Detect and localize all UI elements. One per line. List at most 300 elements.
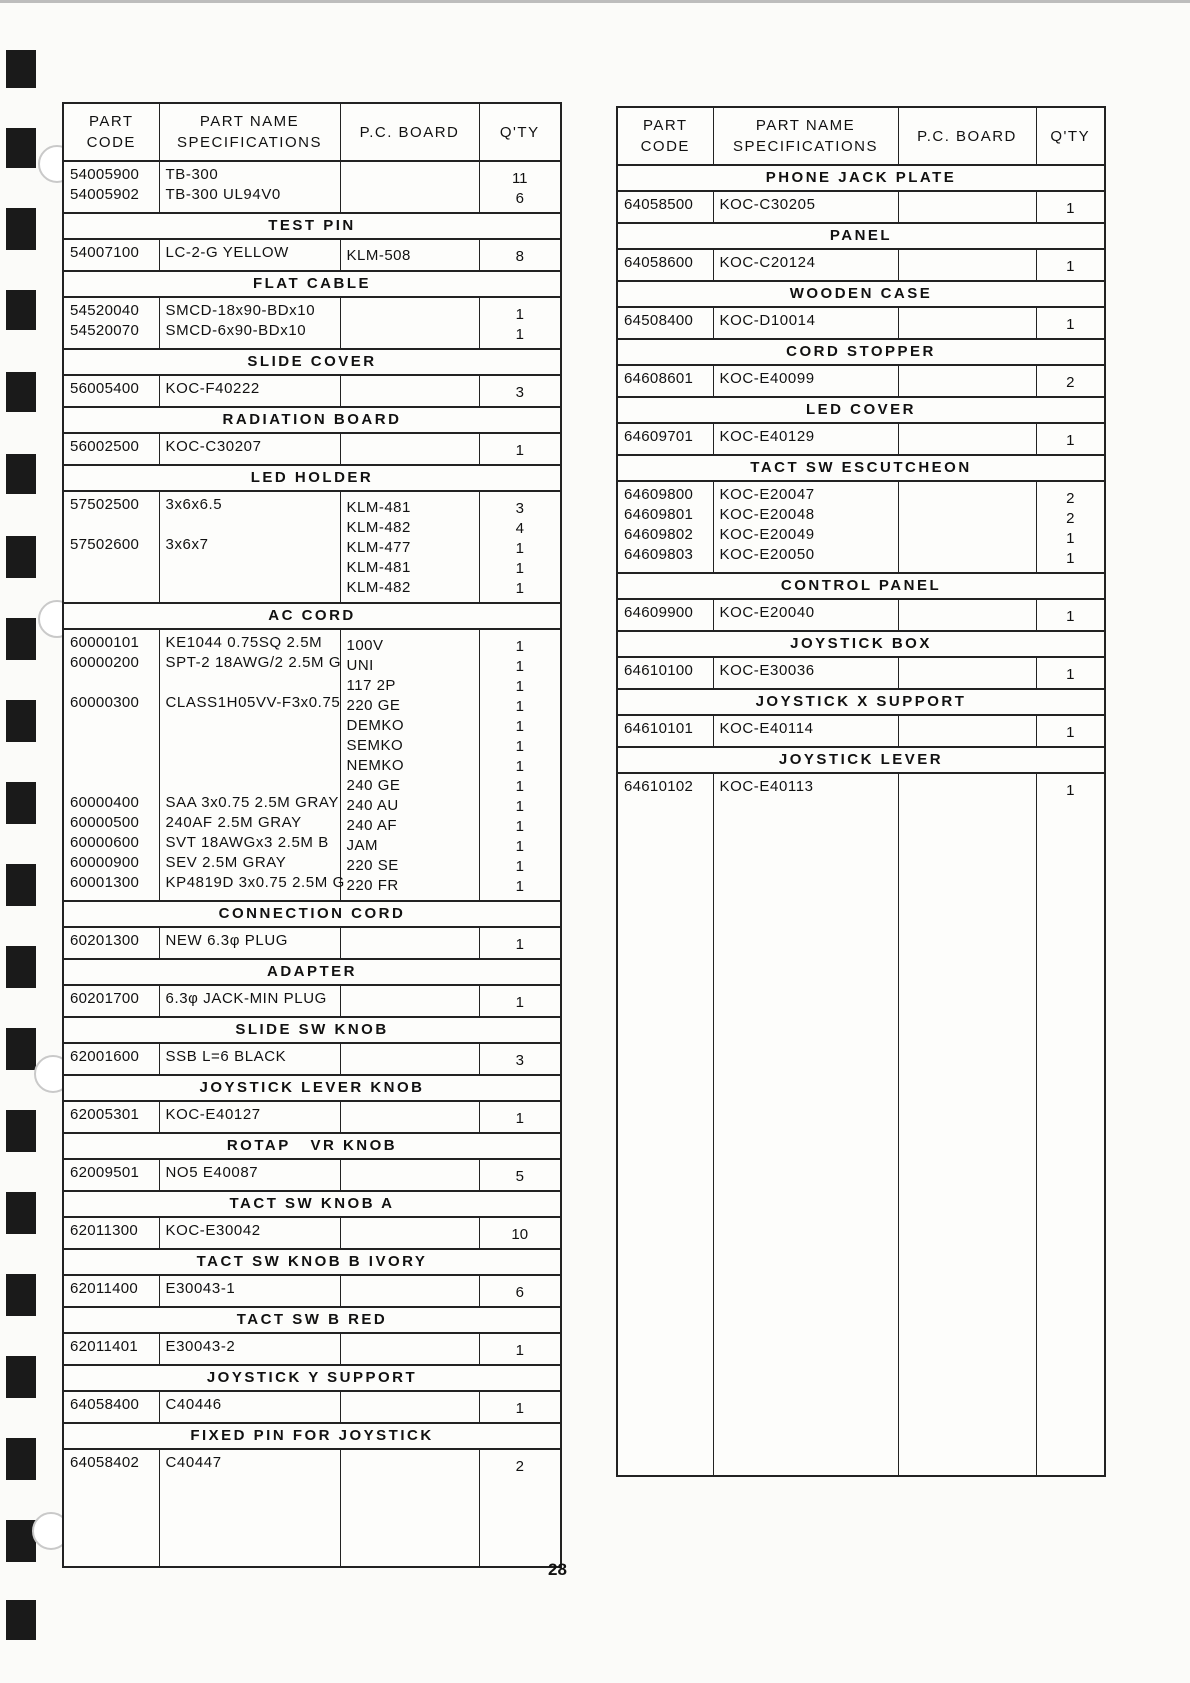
quantity-cell bbox=[1036, 773, 1105, 804]
part-code-cell bbox=[63, 297, 159, 349]
part-spec-cell bbox=[159, 1101, 340, 1133]
part-code: 64608601 bbox=[624, 370, 694, 387]
part-row bbox=[617, 249, 1105, 281]
part-code-cell bbox=[63, 629, 159, 901]
part-name-header bbox=[159, 103, 340, 161]
pc-board-cell bbox=[340, 239, 479, 271]
part-row bbox=[617, 365, 1105, 397]
part-code-cell bbox=[617, 249, 713, 281]
section-title: FIXED PIN FOR JOYSTICK bbox=[63, 1423, 561, 1449]
quantity: 2 bbox=[1066, 374, 1075, 391]
part-spec bbox=[166, 773, 334, 793]
part-code: 64610101 bbox=[624, 720, 694, 737]
pc-board-cell bbox=[340, 1043, 479, 1075]
quantity: 1 bbox=[515, 778, 524, 795]
pc-board-cell bbox=[898, 423, 1036, 455]
part-spec: SAA 3x0.75 2.5M GRAY bbox=[165, 794, 339, 811]
section-row bbox=[617, 281, 1105, 307]
part-spec bbox=[166, 713, 334, 733]
part-row bbox=[63, 927, 561, 959]
section-row bbox=[617, 397, 1105, 423]
section-title: TACT SW KNOB B IVORY bbox=[63, 1249, 561, 1275]
section-row bbox=[63, 1017, 561, 1043]
section-title: JOYSTICK Y SUPPORT bbox=[63, 1365, 561, 1391]
part-row bbox=[63, 297, 561, 349]
quantity-cell bbox=[1036, 249, 1105, 281]
part-code-cell bbox=[63, 1159, 159, 1191]
part-code: 64609801 bbox=[624, 506, 694, 523]
blank-cell bbox=[898, 804, 1036, 1476]
quantity: 1 bbox=[515, 658, 524, 675]
part-row bbox=[63, 1333, 561, 1365]
quantity: 1 bbox=[515, 580, 524, 597]
quantity: 1 bbox=[515, 560, 524, 577]
part-row bbox=[617, 599, 1105, 631]
part-code: 60201300 bbox=[70, 932, 140, 949]
quantity-cell bbox=[479, 1159, 561, 1191]
pc-board: 240 GE bbox=[346, 777, 401, 794]
right-parts-table bbox=[616, 106, 1106, 1477]
section-title: TACT SW ESCUTCHEON bbox=[617, 455, 1105, 481]
section-title: SLIDE SW KNOB bbox=[63, 1017, 561, 1043]
part-code-cell bbox=[63, 491, 159, 603]
part-spec: SMCD-18x90-BDx10 bbox=[165, 302, 316, 319]
header-row bbox=[617, 107, 1105, 165]
binder-mark bbox=[6, 1356, 36, 1398]
section-title: LED COVER bbox=[617, 397, 1105, 423]
part-code bbox=[70, 713, 153, 733]
part-spec: SMCD-6x90-BDx10 bbox=[165, 322, 307, 339]
right-table-body bbox=[617, 107, 1105, 1476]
quantity: 1 bbox=[515, 818, 524, 835]
quantity-cell bbox=[479, 161, 561, 213]
part-row bbox=[63, 1159, 561, 1191]
part-code-cell bbox=[63, 161, 159, 213]
quantity: 1 bbox=[1066, 724, 1075, 741]
part-code: 60000101 bbox=[70, 634, 140, 651]
section-row bbox=[617, 223, 1105, 249]
pc-board-cell bbox=[898, 307, 1036, 339]
section-title: SLIDE COVER bbox=[63, 349, 561, 375]
part-spec: KE1044 0.75SQ 2.5M bbox=[165, 634, 323, 651]
quantity-cell bbox=[479, 1101, 561, 1133]
part-spec-cell bbox=[713, 191, 898, 223]
part-spec-cell bbox=[159, 629, 345, 901]
qty-header-text: Q'TY bbox=[1050, 127, 1091, 145]
binder-mark bbox=[6, 372, 36, 412]
quantity: 1 bbox=[515, 1400, 524, 1417]
part-spec-cell bbox=[159, 1449, 340, 1480]
part-code-cell bbox=[617, 191, 713, 223]
quantity: 1 bbox=[1066, 608, 1075, 625]
part-spec: CLASS1H05VV-F3x0.75 bbox=[165, 694, 341, 711]
quantity: 4 bbox=[515, 520, 524, 537]
part-spec: SSB L=6 BLACK bbox=[165, 1048, 287, 1065]
section-row bbox=[63, 1249, 561, 1275]
part-code: 64609900 bbox=[624, 604, 694, 621]
part-spec: E30043-2 bbox=[165, 1338, 236, 1355]
pc-board: 220 GE bbox=[346, 697, 401, 714]
pc-board: SEMKO bbox=[346, 737, 404, 754]
part-code-cell bbox=[63, 1449, 159, 1480]
binder-mark bbox=[6, 700, 36, 742]
part-name-header-text: SPECIFICATIONS bbox=[733, 138, 878, 155]
part-code: 54520070 bbox=[70, 322, 140, 339]
part-row bbox=[63, 1217, 561, 1249]
part-code: 60000600 bbox=[70, 834, 140, 851]
part-spec-cell bbox=[713, 365, 898, 397]
part-code-cell bbox=[63, 1101, 159, 1133]
part-row bbox=[617, 307, 1105, 339]
part-spec-cell bbox=[159, 491, 340, 603]
pc-board: KLM-477 bbox=[346, 539, 411, 556]
page-number: 28 bbox=[548, 1560, 567, 1579]
part-spec-cell bbox=[159, 433, 340, 465]
pc-board-cell bbox=[340, 161, 479, 213]
part-spec: NEW 6.3φ PLUG bbox=[165, 932, 289, 949]
part-code: 60000400 bbox=[70, 794, 140, 811]
section-row bbox=[63, 349, 561, 375]
part-code: 62009501 bbox=[70, 1164, 140, 1181]
part-spec: SPT-2 18AWG/2 2.5M G bbox=[165, 654, 342, 671]
section-row bbox=[63, 407, 561, 433]
quantity: 11 bbox=[511, 170, 528, 187]
part-code: 64609802 bbox=[624, 526, 694, 543]
pc-board-cell bbox=[340, 1333, 479, 1365]
section-title: PANEL bbox=[617, 223, 1105, 249]
pc-board-cell bbox=[898, 599, 1036, 631]
quantity-cell bbox=[479, 1043, 561, 1075]
section-title: FLAT CABLE bbox=[63, 271, 561, 297]
quantity: 1 bbox=[515, 858, 524, 875]
pc-board-header-text: P.C. BOARD bbox=[917, 127, 1017, 145]
quantity: 1 bbox=[515, 1110, 524, 1127]
quantity: 1 bbox=[515, 540, 524, 557]
pc-board-cell bbox=[898, 657, 1036, 689]
blank-cell bbox=[159, 1480, 340, 1567]
quantity-cell bbox=[479, 239, 561, 271]
part-code: 60000300 bbox=[70, 694, 140, 711]
part-spec: SVT 18AWGx3 2.5M B bbox=[165, 834, 329, 851]
part-name-header-text: PART NAME bbox=[755, 117, 856, 134]
part-code-cell bbox=[63, 927, 159, 959]
quantity: 1 bbox=[515, 1342, 524, 1359]
pc-board: DEMKO bbox=[346, 717, 405, 734]
part-row bbox=[617, 715, 1105, 747]
part-spec-cell bbox=[713, 423, 898, 455]
pc-board: KLM-508 bbox=[346, 247, 411, 264]
part-spec: KOC-C30205 bbox=[719, 196, 816, 213]
part-code: 64609800 bbox=[624, 486, 694, 503]
part-spec bbox=[166, 673, 334, 693]
section-title: JOYSTICK LEVER KNOB bbox=[63, 1075, 561, 1101]
pc-board-cell bbox=[340, 629, 479, 901]
quantity: 1 bbox=[1066, 782, 1075, 799]
part-code: 64610100 bbox=[624, 662, 694, 679]
part-code-header bbox=[63, 103, 159, 161]
quantity: 1 bbox=[1066, 666, 1075, 683]
quantity: 1 bbox=[515, 838, 524, 855]
binder-mark bbox=[6, 536, 36, 578]
binder-mark bbox=[6, 618, 36, 660]
quantity: 1 bbox=[515, 326, 524, 343]
pc-board-cell bbox=[340, 1391, 479, 1423]
section-row bbox=[63, 213, 561, 239]
part-row bbox=[63, 161, 561, 213]
quantity: 1 bbox=[1066, 530, 1075, 547]
part-code: 57502600 bbox=[70, 536, 140, 553]
pc-board: KLM-482 bbox=[346, 519, 411, 536]
part-spec bbox=[166, 555, 334, 575]
qty-header bbox=[479, 103, 561, 161]
section-title: TEST PIN bbox=[63, 213, 561, 239]
pc-board-cell bbox=[340, 297, 479, 349]
quantity: 1 bbox=[515, 758, 524, 775]
part-spec: KP4819D 3x0.75 2.5M G bbox=[165, 874, 345, 891]
quantity-cell bbox=[479, 1391, 561, 1423]
part-name-header-text: PART NAME bbox=[199, 113, 300, 130]
blank-cell bbox=[63, 1480, 159, 1567]
section-row bbox=[63, 465, 561, 491]
part-spec-cell bbox=[159, 1333, 340, 1365]
part-spec-cell bbox=[159, 297, 340, 349]
part-spec-cell bbox=[713, 249, 898, 281]
quantity: 1 bbox=[515, 698, 524, 715]
part-code: 60000200 bbox=[70, 654, 140, 671]
binder-mark bbox=[6, 454, 36, 494]
part-spec bbox=[166, 733, 334, 753]
part-row bbox=[617, 423, 1105, 455]
part-code-header-text: CODE bbox=[640, 138, 690, 155]
quantity: 1 bbox=[515, 638, 524, 655]
pc-board: KLM-481 bbox=[346, 559, 411, 576]
binder-mark bbox=[6, 1600, 36, 1640]
pc-board-header bbox=[340, 103, 479, 161]
part-spec bbox=[166, 753, 334, 773]
quantity: 2 bbox=[1066, 490, 1075, 507]
part-spec-cell bbox=[159, 1043, 340, 1075]
part-code: 64058600 bbox=[624, 254, 694, 271]
part-row bbox=[617, 657, 1105, 689]
header-row bbox=[63, 103, 561, 161]
part-code-cell bbox=[63, 1217, 159, 1249]
part-spec: KOC-E20048 bbox=[719, 506, 815, 523]
part-code: 54005900 bbox=[70, 166, 140, 183]
quantity: 5 bbox=[515, 1168, 524, 1185]
part-spec-cell bbox=[159, 1217, 340, 1249]
section-title: JOYSTICK X SUPPORT bbox=[617, 689, 1105, 715]
part-code bbox=[70, 733, 153, 753]
part-code-cell bbox=[617, 715, 713, 747]
section-title: ADAPTER bbox=[63, 959, 561, 985]
section-title: JOYSTICK LEVER bbox=[617, 747, 1105, 773]
part-code bbox=[70, 673, 153, 693]
section-row bbox=[63, 603, 561, 629]
part-spec: E30043-1 bbox=[165, 1280, 236, 1297]
part-code: 60201700 bbox=[70, 990, 140, 1007]
part-spec: TB-300 bbox=[165, 166, 219, 183]
quantity-cell bbox=[479, 1333, 561, 1365]
binder-mark bbox=[6, 1438, 36, 1480]
part-row bbox=[63, 985, 561, 1017]
part-spec: KOC-F40222 bbox=[165, 380, 260, 397]
quantity-cell bbox=[1036, 715, 1105, 747]
section-row bbox=[617, 455, 1105, 481]
part-code bbox=[70, 773, 153, 793]
part-code-header-text: CODE bbox=[86, 134, 136, 151]
quantity: 3 bbox=[515, 384, 524, 401]
blank-cell bbox=[479, 1480, 561, 1567]
part-row bbox=[63, 1391, 561, 1423]
part-spec: C40447 bbox=[165, 1454, 222, 1471]
pc-board: 117 2P bbox=[346, 677, 396, 694]
pc-board: NEMKO bbox=[346, 757, 405, 774]
part-spec-cell bbox=[159, 1275, 340, 1307]
quantity-cell bbox=[1036, 657, 1105, 689]
part-spec: 3x6x6.5 bbox=[165, 496, 223, 513]
pc-board-cell bbox=[898, 191, 1036, 223]
part-code-cell bbox=[617, 773, 713, 804]
part-code: 62011400 bbox=[70, 1280, 139, 1297]
quantity: 6 bbox=[515, 190, 524, 207]
blank-row bbox=[63, 1480, 561, 1567]
binder-mark bbox=[6, 50, 36, 88]
part-spec-cell bbox=[159, 375, 340, 407]
part-spec bbox=[166, 515, 334, 535]
pc-board-cell bbox=[340, 1217, 479, 1249]
part-code: 60001300 bbox=[70, 874, 140, 891]
part-code-cell bbox=[63, 239, 159, 271]
part-row bbox=[617, 481, 1105, 573]
part-code-cell bbox=[63, 1391, 159, 1423]
part-code-header bbox=[617, 107, 713, 165]
pc-board: KLM-481 bbox=[346, 499, 411, 516]
quantity: 10 bbox=[511, 1226, 529, 1243]
section-title: AC CORD bbox=[63, 603, 561, 629]
part-spec: 240AF 2.5M GRAY bbox=[165, 814, 302, 831]
part-code-cell bbox=[63, 1275, 159, 1307]
section-row bbox=[63, 1075, 561, 1101]
part-code-cell bbox=[617, 599, 713, 631]
section-row bbox=[617, 339, 1105, 365]
part-code-cell bbox=[63, 1043, 159, 1075]
part-code: 60000500 bbox=[70, 814, 140, 831]
part-spec-cell bbox=[159, 1159, 340, 1191]
pc-board-cell bbox=[340, 1449, 479, 1480]
quantity-cell bbox=[479, 297, 561, 349]
part-spec-cell bbox=[159, 1391, 340, 1423]
pc-board-cell bbox=[340, 433, 479, 465]
section-title: JOYSTICK BOX bbox=[617, 631, 1105, 657]
part-code: 62011300 bbox=[70, 1222, 139, 1239]
part-code: 56005400 bbox=[70, 380, 140, 397]
part-row bbox=[63, 491, 561, 603]
section-title: TACT SW B RED bbox=[63, 1307, 561, 1333]
binder-mark bbox=[6, 128, 36, 168]
pc-board-cell bbox=[340, 1275, 479, 1307]
part-code: 54005902 bbox=[70, 186, 140, 203]
section-row bbox=[617, 573, 1105, 599]
quantity-cell bbox=[479, 375, 561, 407]
part-spec-cell bbox=[159, 927, 340, 959]
part-code-cell bbox=[63, 1333, 159, 1365]
part-code: 64609803 bbox=[624, 546, 694, 563]
blank-cell bbox=[340, 1480, 479, 1567]
part-spec: C40446 bbox=[165, 1396, 222, 1413]
binder-mark bbox=[6, 1192, 36, 1234]
quantity-cell bbox=[1036, 307, 1105, 339]
part-spec: KOC-E30042 bbox=[165, 1222, 261, 1239]
left-parts-table bbox=[62, 102, 562, 1568]
quantity: 3 bbox=[515, 500, 524, 517]
part-row bbox=[63, 1275, 561, 1307]
part-row bbox=[63, 433, 561, 465]
section-row bbox=[617, 165, 1105, 191]
part-row bbox=[63, 1449, 561, 1480]
part-spec: KOC-E20040 bbox=[719, 604, 815, 621]
part-name-header-text: SPECIFICATIONS bbox=[177, 134, 322, 151]
part-code-cell bbox=[617, 481, 713, 573]
pc-board-cell bbox=[340, 491, 479, 603]
pc-board-cell bbox=[340, 927, 479, 959]
part-spec: KOC-E20049 bbox=[719, 526, 815, 543]
quantity-cell bbox=[479, 1275, 561, 1307]
part-code-cell bbox=[63, 375, 159, 407]
pc-board-cell bbox=[898, 365, 1036, 397]
part-code-cell bbox=[617, 307, 713, 339]
quantity: 2 bbox=[1066, 510, 1075, 527]
blank-row bbox=[617, 804, 1105, 1476]
part-spec: KOC-E40099 bbox=[719, 370, 815, 387]
quantity: 1 bbox=[515, 936, 524, 953]
section-row bbox=[63, 1365, 561, 1391]
part-spec bbox=[166, 575, 334, 595]
section-row bbox=[617, 747, 1105, 773]
quantity: 6 bbox=[515, 1284, 524, 1301]
part-spec: KOC-E20050 bbox=[719, 546, 815, 563]
quantity: 1 bbox=[515, 878, 524, 895]
quantity: 1 bbox=[1066, 550, 1075, 567]
part-row bbox=[617, 773, 1105, 804]
pc-board-cell bbox=[340, 375, 479, 407]
part-spec: SEV 2.5M GRAY bbox=[165, 854, 287, 871]
quantity-cell bbox=[479, 985, 561, 1017]
quantity: 1 bbox=[515, 306, 524, 323]
part-spec: KOC-D10014 bbox=[719, 312, 816, 329]
binder-mark bbox=[6, 1028, 36, 1070]
quantity: 2 bbox=[515, 1458, 524, 1475]
part-spec: KOC-E40113 bbox=[719, 778, 814, 795]
part-code: 56002500 bbox=[70, 438, 140, 455]
part-spec: KOC-E30036 bbox=[719, 662, 815, 679]
part-spec-cell bbox=[713, 773, 898, 804]
pc-board: UNI bbox=[346, 657, 374, 674]
section-title: WOODEN CASE bbox=[617, 281, 1105, 307]
part-code: 64609701 bbox=[624, 428, 694, 445]
binder-mark bbox=[6, 290, 36, 330]
quantity: 3 bbox=[515, 1052, 524, 1069]
quantity-cell bbox=[1036, 365, 1105, 397]
qty-header-text: Q'TY bbox=[499, 123, 540, 141]
part-code: 62005301 bbox=[70, 1106, 140, 1123]
pc-board: 240 AU bbox=[346, 797, 399, 814]
pc-board: JAM bbox=[346, 837, 378, 854]
binder-mark bbox=[6, 1110, 36, 1152]
pc-board-cell bbox=[898, 773, 1036, 804]
part-code: 62001600 bbox=[70, 1048, 140, 1065]
part-spec: 3x6x7 bbox=[165, 536, 209, 553]
qty-header bbox=[1036, 107, 1105, 165]
